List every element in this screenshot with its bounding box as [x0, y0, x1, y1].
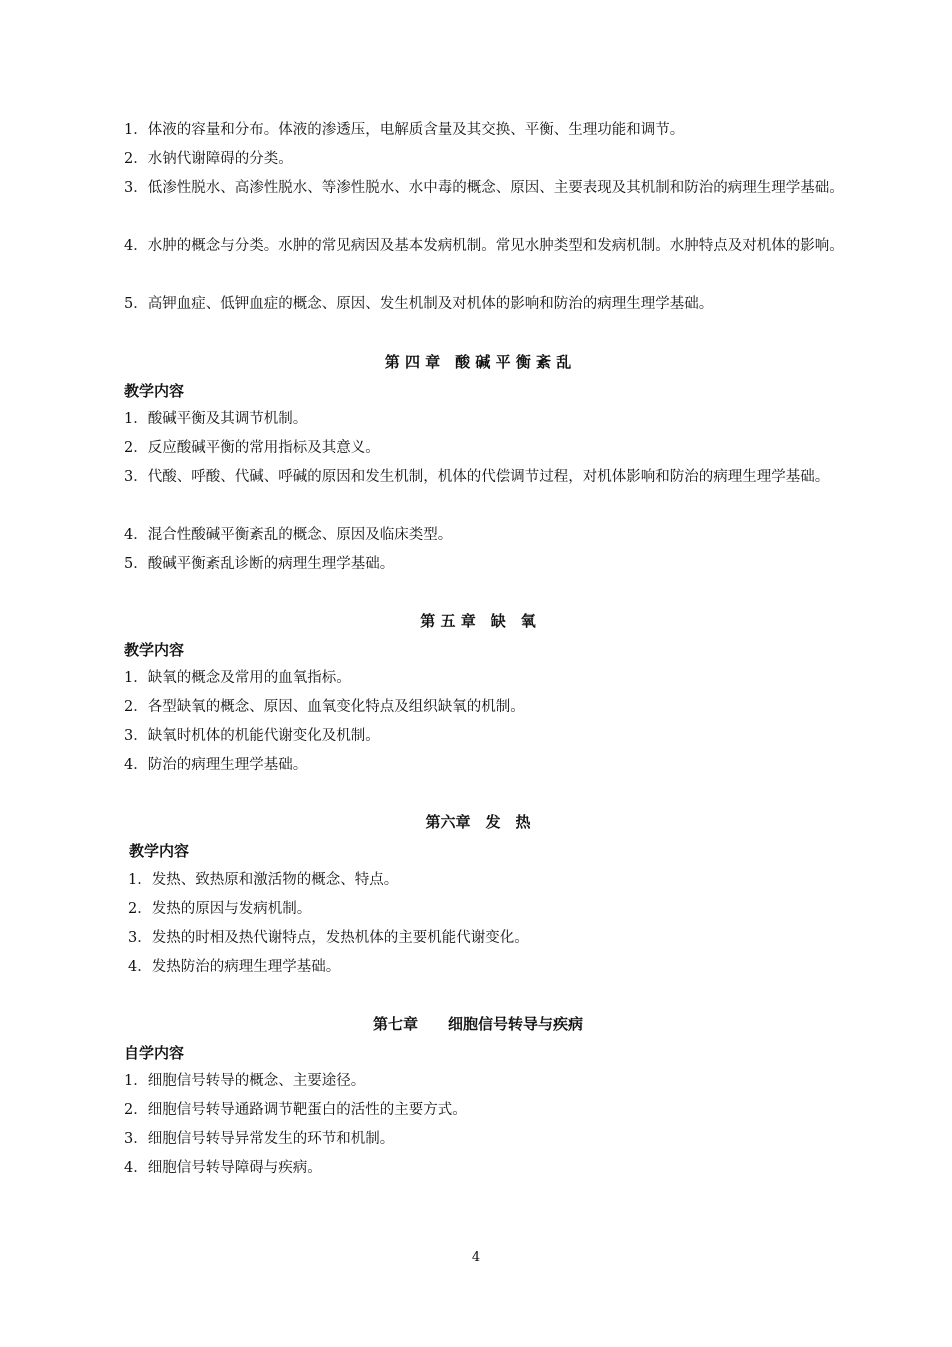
section3-item-3: 3．低渗性脱水、高渗性脱水、等渗性脱水、水中毒的概念、原因、主要表现及其机制和防治的病理生理学基础。 [124, 180, 844, 196]
section3-item-2: 2．水钠代谢障碍的分类。 [124, 151, 293, 167]
chapter6-item-4: 4．发热防治的病理生理学基础。 [128, 959, 341, 975]
chapter5-item-1: 1．缺氧的概念及常用的血氧指标。 [124, 670, 351, 686]
page-number: 4 [471, 1250, 481, 1265]
chapter7-item-1: 1．细胞信号转导的概念、主要途径。 [124, 1073, 366, 1089]
chapter5-item-3: 3．缺氧时机体的机能代谢变化及机制。 [124, 728, 380, 744]
section3-item-4: 4．水肿的概念与分类。水肿的常见病因及基本发病机制。常见水肿类型和发病机制。水肿特点及对机体的影响。 [124, 238, 844, 254]
chapter5-item-2: 2．各型缺氧的概念、原因、血氧变化特点及组织缺氧的机制。 [124, 699, 525, 715]
chapter4-item-3: 3．代酸、呼酸、代碱、呼碱的原因和发生机制，机体的代偿调节过程，对机体影响和防治的病理生理学基础。 [124, 469, 830, 485]
chapter7-item-4: 4．细胞信号转导障碍与疾病。 [124, 1160, 322, 1176]
section3-item-1: 1．体液的容量和分布。体液的渗透压，电解质含量及其交换、平衡、生理功能和调节。 [124, 122, 685, 138]
chapter6-item-1: 1．发热、致热原和激活物的概念、特点。 [128, 872, 399, 888]
chapter4-item-4: 4．混合性酸碱平衡紊乱的概念、原因及临床类型。 [124, 527, 453, 543]
section3-item-5: 5．高钾血症、低钾血症的概念、原因、发生机制及对机体的影响和防治的病理生理学基础。 [124, 296, 714, 312]
chapter6-title: 第六章 发 热 [425, 813, 531, 831]
chapter7-item-3: 3．细胞信号转导异常发生的环节和机制。 [124, 1131, 395, 1147]
chapter4-item-2: 2．反应酸碱平衡的常用指标及其意义。 [124, 440, 380, 456]
chapter6-item-3: 3．发热的时相及热代谢特点，发热机体的主要机能代谢变化。 [128, 930, 529, 946]
chapter6-item-2: 2．发热的原因与发病机制。 [128, 901, 312, 917]
chapter4-item-1: 1．酸碱平衡及其调节机制。 [124, 411, 308, 427]
chapter7-subheading: 自学内容 [124, 1044, 185, 1062]
chapter5-item-4: 4．防治的病理生理学基础。 [124, 757, 308, 773]
chapter5-subheading: 教学内容 [124, 641, 185, 659]
chapter4-item-5: 5．酸碱平衡紊乱诊断的病理生理学基础。 [124, 556, 395, 572]
chapter6-subheading: 教学内容 [129, 842, 190, 860]
chapter7-title: 第七章 细胞信号转导与疾病 [372, 1015, 583, 1033]
chapter5-title: 第 五 章 缺 氧 [420, 612, 536, 630]
chapter4-subheading: 教学内容 [124, 382, 185, 400]
chapter4-title: 第 四 章 酸 碱 平 衡 紊 乱 [384, 353, 572, 371]
chapter7-item-2: 2．细胞信号转导通路调节靶蛋白的活性的主要方式。 [124, 1102, 467, 1118]
